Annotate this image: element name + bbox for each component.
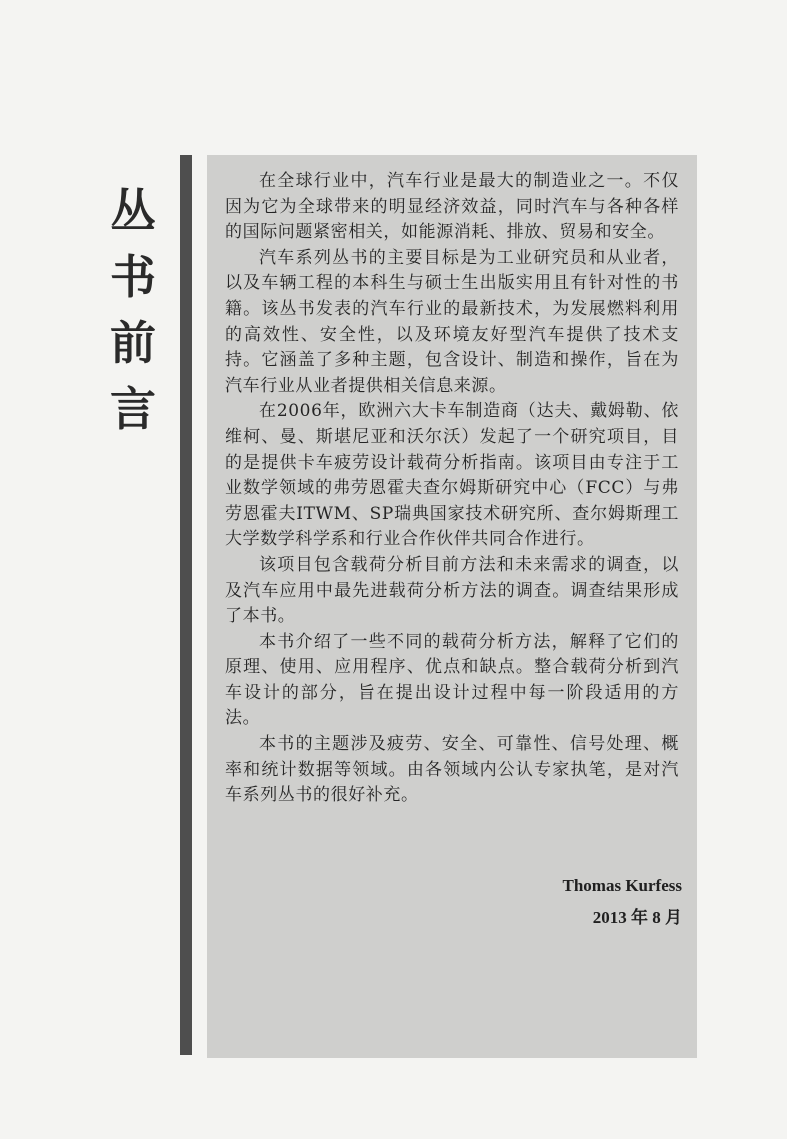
signature-date: 2013 年 8 月 — [592, 908, 682, 927]
paragraph-3: 在2006年，欧洲六大卡车制造商（达夫、戴姆勒、依维柯、曼、斯堪尼亚和沃尔沃）发起了一个研究项目，目的是提供卡车疲劳设计载荷分析指南。该项目由专注于工业数学领域的弗劳恩霍夫查尔姆斯研究中心（FCC）与弗劳恩霍夫ITWM、SP瑞典国家技术研究所、查尔姆斯理工大学数学科学系和行业合作伙伴共同合作进行。 — [225, 401, 679, 550]
signature-author: Thomas Kurfess — [562, 876, 682, 895]
signature-block — [563, 870, 682, 934]
paragraph-4: 该项目包含载荷分析目前方法和未来需求的调查，以及汽车应用中最先进载荷分析方法的调查。调查结果形成了本书。 — [225, 554, 679, 627]
vertical-rule — [180, 155, 192, 1055]
paragraph-1: 在全球行业中，汽车行业是最大的制造业之一。不仅因为它为全球带来的明显经济效益，同时汽车与各种各样的国际问题紧密相关，如能源消耗、排放、贸易和安全。 — [225, 171, 679, 243]
paragraph-2: 汽车系列丛书的主要目标是为工业研究员和从业者，以及车辆工程的本科生与硕士生出版实用且有针对性的书籍。该丛书发表的汽车行业的最新技术，为发展燃料利用的高效性、安全性，以及环境友好型汽车提供了技术支持。它涵盖了多种主题，包含设计、制造和操作，旨在为汽车行业从业者提供相关信息来源。 — [225, 247, 679, 396]
paragraph-6: 本书的主题涉及疲劳、安全、可靠性、信号处理、概率和统计数据等领域。由各领域内公认专家执笔，是对汽车系列丛书的很好补充。 — [225, 734, 679, 806]
section-title: 丛书前言 — [110, 184, 156, 436]
preface-text-box — [207, 155, 697, 1058]
paragraph-5: 本书介绍了一些不同的载荷分析方法，解释了它们的原理、使用、应用程序、优点和缺点。整合载荷分析到汽车设计的部分，旨在提出设计过程中每一阶段适用的方法。 — [225, 631, 679, 729]
